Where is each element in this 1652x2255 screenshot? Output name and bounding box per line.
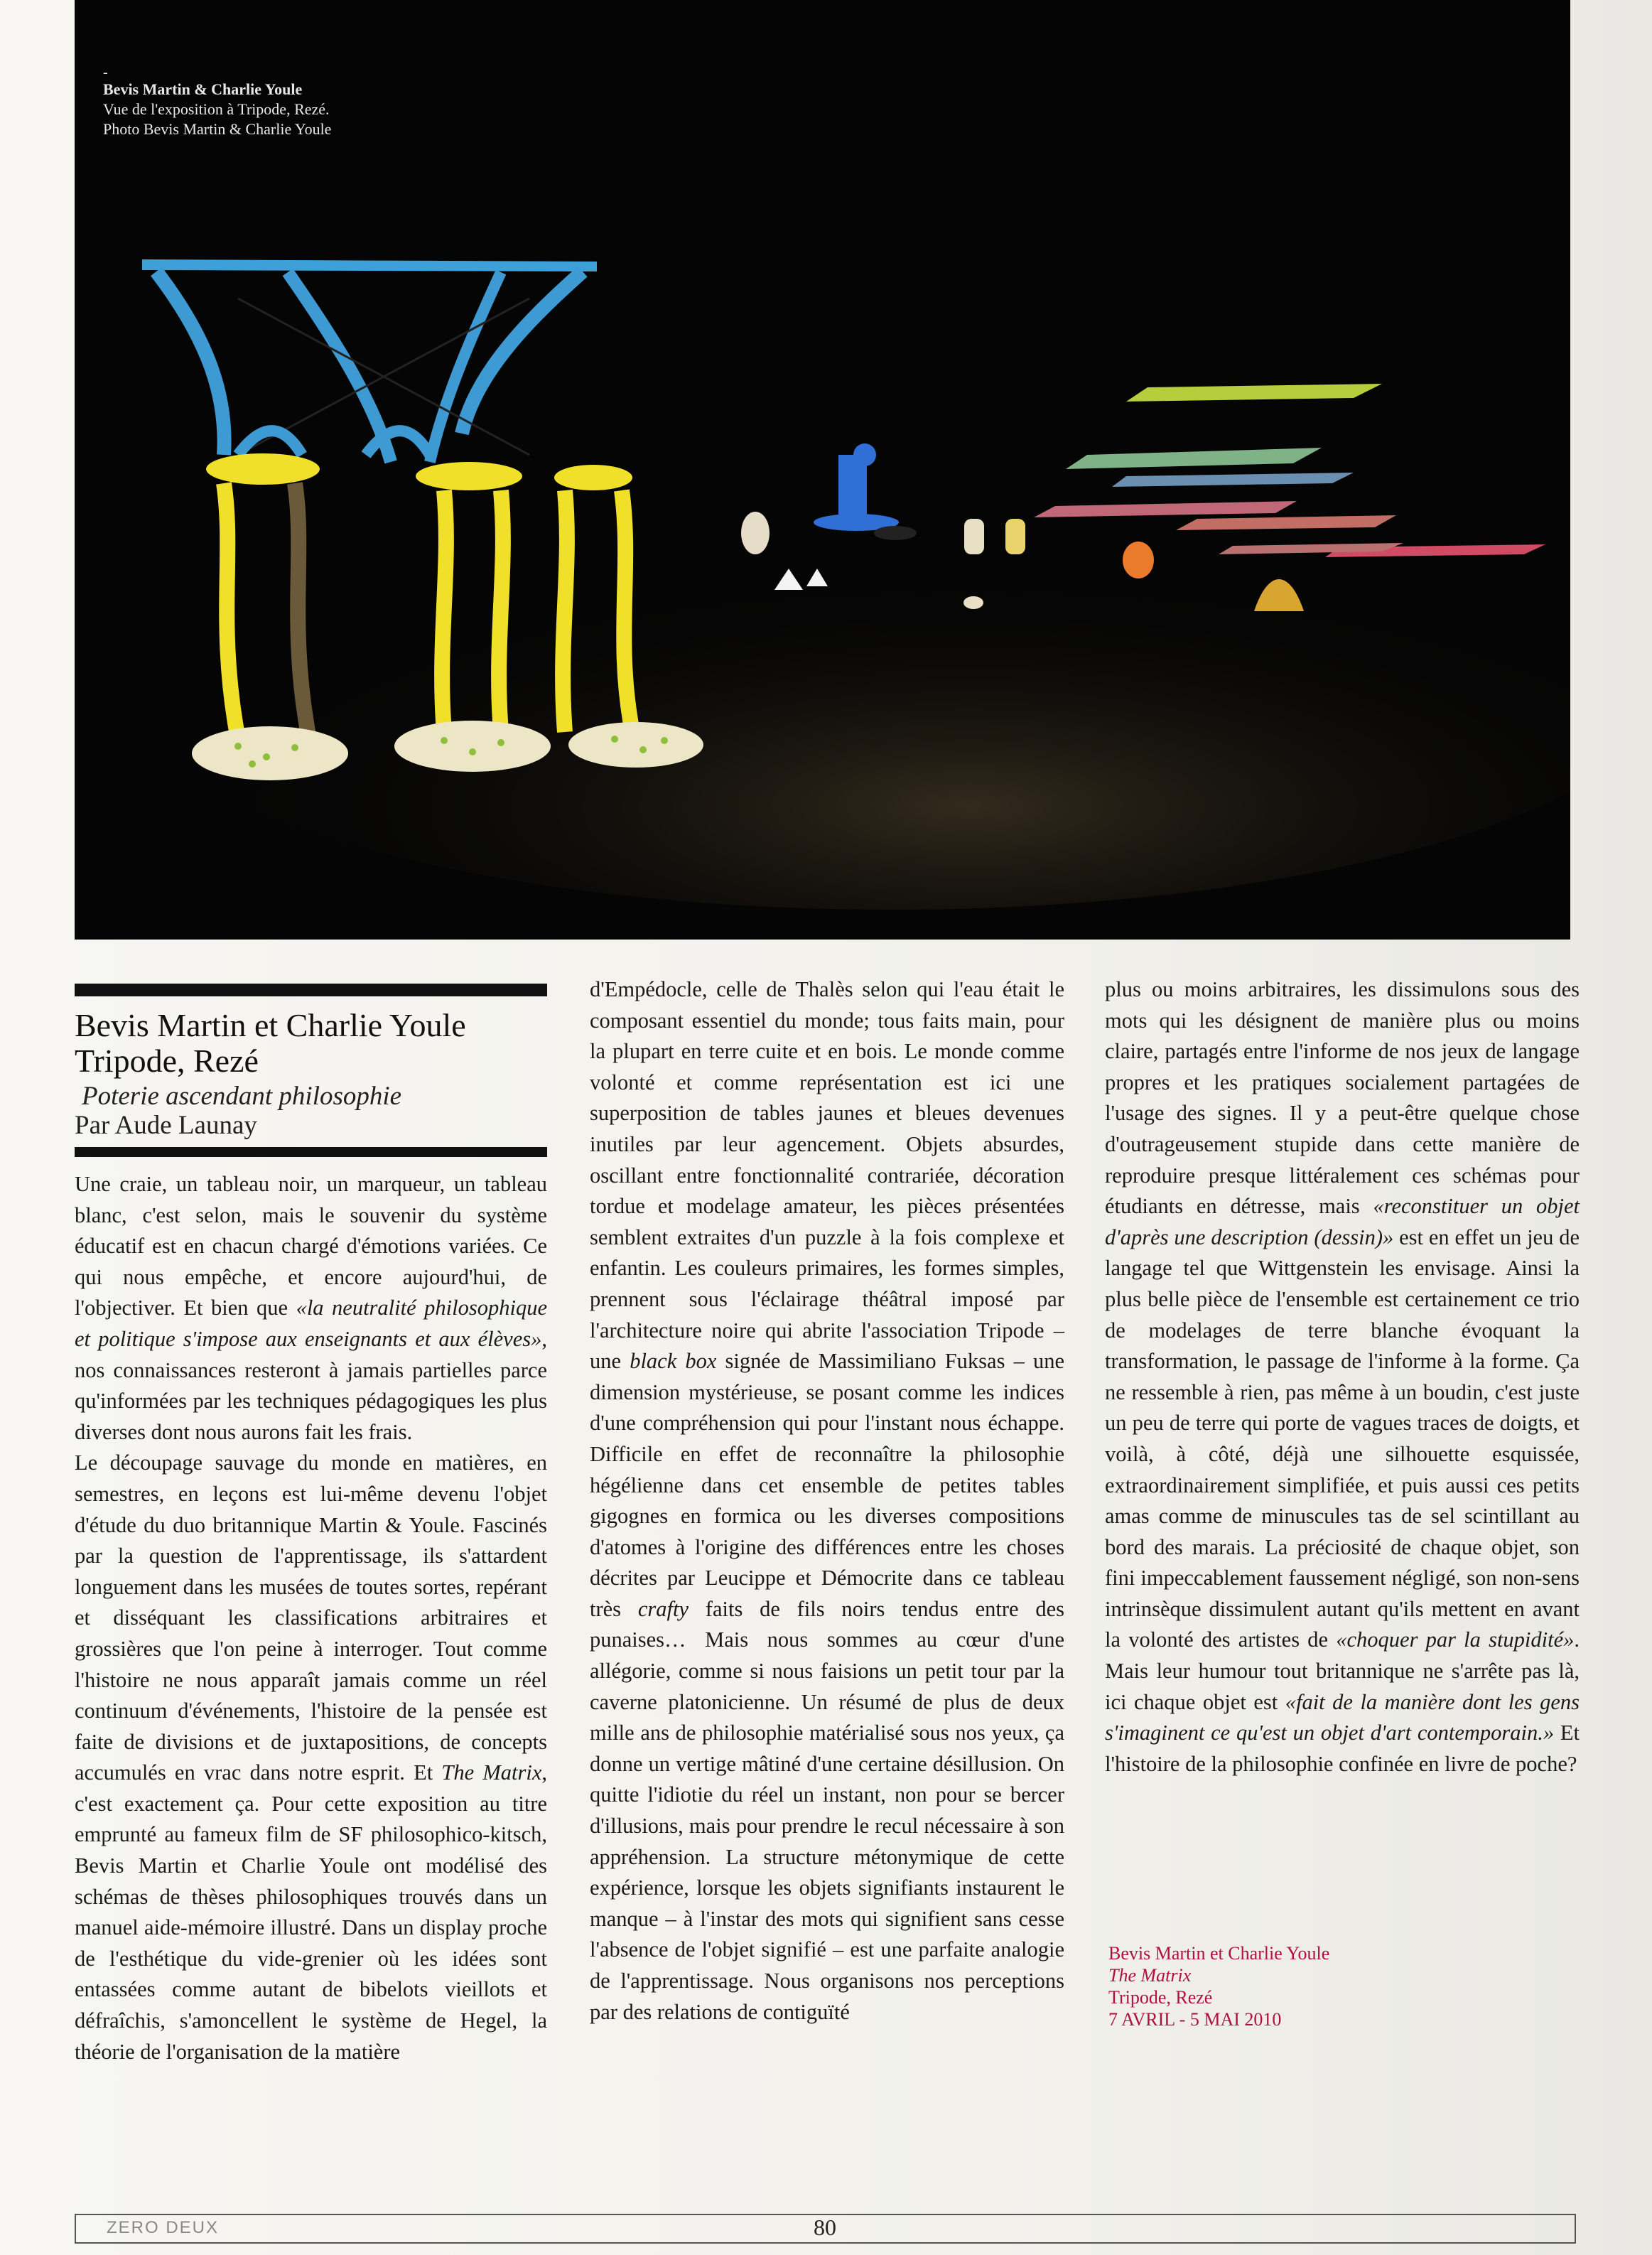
paragraph: Une craie, un tableau noir, un marqueur, un tableau blanc, c'est selon, mais le souvenir du système éducatif est en chacun chargé d'émotions variées. Ce qui nous empêche, et encore aujourd'hui, de l'objectiver. Et bien que «la neutralité philosophique et politique s'impose aux enseignants et aux élèves», nos connaissances resteront à jamais partielles parce qu'informées par les techniques pédagogiques les plus diverses dont nous aurons fait les frais. (75, 1172, 547, 1444)
article-byline: Par Aude Launay (75, 1111, 257, 1140)
paragraph: d'Empédocle, celle de Thalès selon qui l'eau était le composant essentiel du monde; tous faits main, pour la plupart en terre cuite et en bois. Le monde comme volonté et comme représentation est ici une superposition de tables jaunes et bleues devenues inutiles par leur agencement. Objets absurdes, oscillant entre fonctionnalité contrariée, décoration tordue et modelage amateur, les pièces présentées semblent extraites d'un puzzle à la fois complexe et enfantin. Les couleurs primaires, les formes simples, prennent sous l'éclairage théâtral imposé par l'architecture noire qui abrite l'association Tripode – une black box signée de Massimiliano Fuksas – une dimension mystérieuse, se posant comme les indices d'une compréhension qui pour l'instant nous échappe. Difficile en effet de reconnaître la philosophie hégélienne dans cet ensemble de petites tables gigognes en formica ou les diverses compositions d'atomes à l'origine des différences entre les choses décrites par Leucippe et Démocrite dans ce tableau très crafty faits de fils noirs tendus entre des punaises… Mais nous sommes au cœur d'une allégorie, comme si nous faisions un petit tour par la caverne platonicienne. Un résumé de plus de deux mille ans de philosophie matérialisé sous nos yeux, ça donne un vertige mâtiné d'une certaine désillusion. On quitte l'idiotie du réel un instant, non pour se bercer d'illusions, mais pour prendre le recul nécessaire à son appréhension. La structure métonymique de cette expérience, lorsque les objets signifiants instaurent le manque – à l'instar des mots qui signifient sans cesse l'absence de l'objet signifié – est une parfaite analogie de l'apprentissage. Nous organisons nos perceptions par des relations de contiguïté (590, 977, 1065, 2024)
credits-artists: Bevis Martin et Charlie Youle (1108, 1943, 1330, 1964)
exhibition-credits (1108, 1942, 1329, 2030)
bleed-through-right (1584, 924, 1652, 2132)
article-column-3 (1105, 974, 1580, 1780)
paragraph: plus ou moins arbitraires, les dissimulons sous des mots qui les désignent de manière plus ou moins claire, partagés entre l'informe de nos jeux de langage propres et les pratiques socialement partagées de l'usage des signes. Il y a peut-être quelque chose d'outrageusement stupide dans cette manière de reproduire presque littéralement ces schémas pour étudiants en détresse, mais «reconstituer un objet d'après une description (dessin)» est en effet un jeu de langage tel que Wittgenstein les envisage. Ainsi la plus belle pièce de l'ensemble est certainement ce trio de modelages de terre blanche évoquant la transformation, le passage de l'informe à la forme. Ça ne ressemble à rien, pas même à un boudin, c'est juste un peu de terre qui porte de vagues traces de doigts, et voilà, à côté, déjà une silhouette esquissée, extraordinairement simplifiée, et puis aussi ces petits amas comme de minuscules tas de sel scintillant au bord des marais. La préciosité de chaque objet, son fini impeccablement faussement négligé, son non-sens intrinsèque dissimulent autant qu'ils mettent en avant la volonté des artistes de «choquer par la stupidité». Mais leur humour tout britannique ne s'arrête pas là, ici chaque objet est «fait de la manière dont les gens s'imaginent ce qu'est un objet d'art contemporain.» Et l'histoire de la philosophie confinée en livre de poche? (1105, 977, 1580, 1776)
headline-artists: Bevis Martin et Charlie Youle (75, 1007, 466, 1043)
exhibition-photo (75, 0, 1570, 940)
header-rule-bottom (75, 1147, 547, 1157)
article-subtitle: Poterie ascendant philosophie (82, 1082, 402, 1111)
article-headline (75, 1008, 572, 1079)
magazine-name: ZERO DEUX (107, 2218, 220, 2237)
caption-view: Vue de l'exposition à Tripode, Rezé. (103, 100, 330, 118)
article-column-2 (590, 974, 1064, 2028)
photo-scene (75, 0, 1570, 940)
headline-venue: Tripode, Rezé (75, 1043, 259, 1079)
paragraph: Le découpage sauvage du monde en matières, en semestres, en leçons est lui-même devenu l'objet d'étude du duo britannique Martin & Youle. Fascinés par la question de l'apprentissage, ils s'attardent longuement dans les musées de toutes sortes, repérant et disséquant les classifications arbitraires et grossières que l'on peine à interroger. Tout comme l'histoire ne nous apparaît jamais comme un réel continuum d'événements, l'histoire de la pensée est faite de divisions et de juxtapositions, de concepts accumulés en vrac dans notre esprit. Et The Matrix, c'est exactement ça. Pour cette exposition au titre emprunté au fameux film de SF philosophico-kitsch, Bevis Martin et Charlie Youle ont modélisé des schémas de thèses philosophiques trouvés dans un manuel aide-mémoire illustré. Dans un display proche de l'esthétique du vide-grenier où les idées sont entassées comme autant de bibelots vieillots et défraîchis, s'amoncellent le système de Hegel, la théorie de l'organisation de la matière (75, 1451, 548, 2064)
article-column-1 (75, 1169, 547, 2067)
header-rule-top (75, 984, 547, 996)
caption-artists: Bevis Martin & Charlie Youle (103, 80, 303, 98)
page-number: 80 (814, 2214, 836, 2240)
photo-caption (103, 65, 331, 139)
credits-title: The Matrix (1108, 1965, 1192, 1986)
credits-venue: Tripode, Rezé (1108, 1987, 1213, 2008)
caption-credit: Photo Bevis Martin & Charlie Youle (103, 120, 332, 138)
caption-dash: - (103, 65, 108, 80)
credits-dates: 7 AVRIL - 5 MAI 2010 (1108, 2009, 1282, 2030)
